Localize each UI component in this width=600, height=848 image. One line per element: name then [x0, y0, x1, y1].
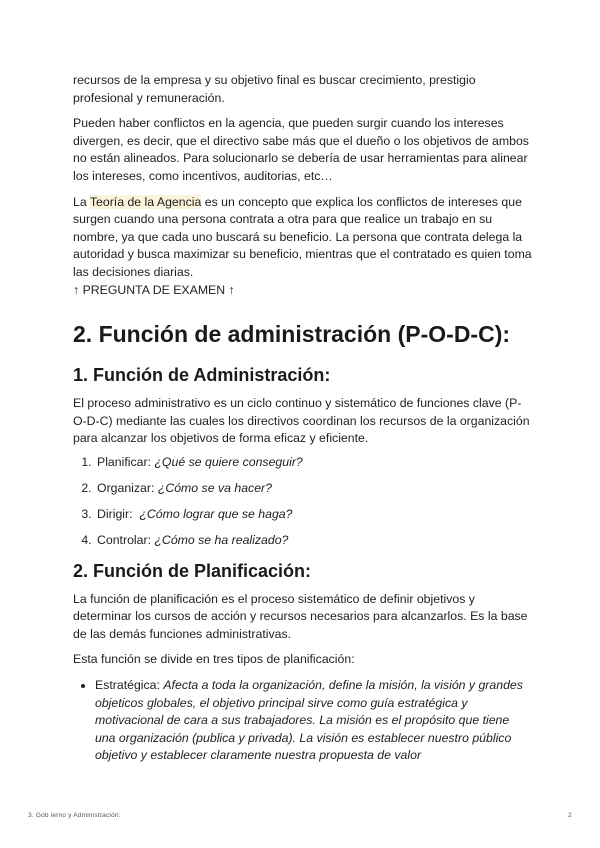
- subsection-title-planning: 2. Función de Planificación:: [73, 560, 312, 581]
- list-item: [95, 677, 533, 765]
- subsection-title-administration: 1. Función de Administración:: [73, 365, 331, 386]
- text-rest: es un concepto que explica los conflictos de intereses que surgen cuando una persona contrata a otra para que realice un trabajo en su nombre, ya que cada uno buscará su beneficio. La persona que contrata delega la autoridad y busca maximizar su beneficio, mientras que el contratado es quien toma las decisiones diarias.: [73, 194, 532, 279]
- footer-section: 3. Gob ierno y Administración:: [28, 812, 121, 819]
- item-question: ¿Qué se quiere conseguir?: [154, 454, 303, 469]
- item-label: Dirigir:: [97, 507, 140, 522]
- paragraph-administration: El proceso administrativo es un ciclo continuo y sistemático de funciones clave (P-O-D-C) mediante las cuales los directivos coordinan los recursos de la organización para alcanzar los objetivos de forma eficaz y eficiente.: [73, 396, 530, 446]
- item-question: ¿Cómo se va hacer?: [157, 481, 272, 496]
- text-prefix: La: [73, 194, 90, 209]
- item-question: ¿Cómo se ha realizado?: [154, 533, 289, 548]
- item-question: ¿Cómo lograr que se haga?: [139, 507, 293, 522]
- paragraph-agency-theory: [73, 194, 533, 282]
- paragraph-planning-types: Esta función se divide en tres tipos de planificación:: [73, 652, 355, 667]
- item-label: Planificar:: [97, 454, 155, 469]
- exam-note: ↑ PREGUNTA DE EXAMEN ↑: [73, 282, 235, 297]
- paragraph-agency-conflicts: Pueden haber conflictos en la agencia, que pueden surgir cuando los intereses divergen, es decir, que el directivo sabe más que el dueño o los objetivos de ambos no están alineados. Para solucionarlo se debería de usar herramientas para alinear los intereses, como incentivos, auditorias, etc…: [73, 116, 529, 183]
- section-title: 2. Función de administración (P-O-D-C):: [73, 321, 511, 348]
- item-text: Afecta a toda la organización, define la misión, la visión y grandes objeticos globales, el objetivo principal sirve como guía estratégica y motivacional de cara a sus trabajadores. La misión es el propósito que tiene una organización (publica y privada). La visión es establecer nuestro público objetivo y establecer claramente nuestra propuesta de valor: [95, 678, 523, 763]
- page-content: [73, 72, 533, 765]
- list-item: [95, 480, 533, 498]
- highlight-agency-theory: Teoría de la Agencia: [89, 194, 202, 209]
- item-label: Organizar:: [97, 481, 158, 496]
- paragraph-intro-1: recursos de la empresa y su objetivo final es buscar crecimiento, prestigio profesional y remuneración.: [73, 73, 476, 105]
- list-item: [95, 532, 533, 550]
- list-item: [95, 454, 533, 472]
- page-footer: [28, 812, 572, 819]
- item-label: Controlar:: [97, 533, 155, 548]
- planning-types-list: [73, 677, 533, 765]
- list-item: [95, 506, 533, 524]
- paragraph-planning: La función de planificación es el proceso sistemático de definir objetivos y determinar los cursos de acción y recursos necesarios para alcanzarlos. Es la base de las demás funciones administrativas.: [73, 591, 528, 641]
- podc-list: [73, 454, 533, 550]
- item-label: Estratégica:: [95, 678, 164, 693]
- page-number: 2: [568, 812, 572, 819]
